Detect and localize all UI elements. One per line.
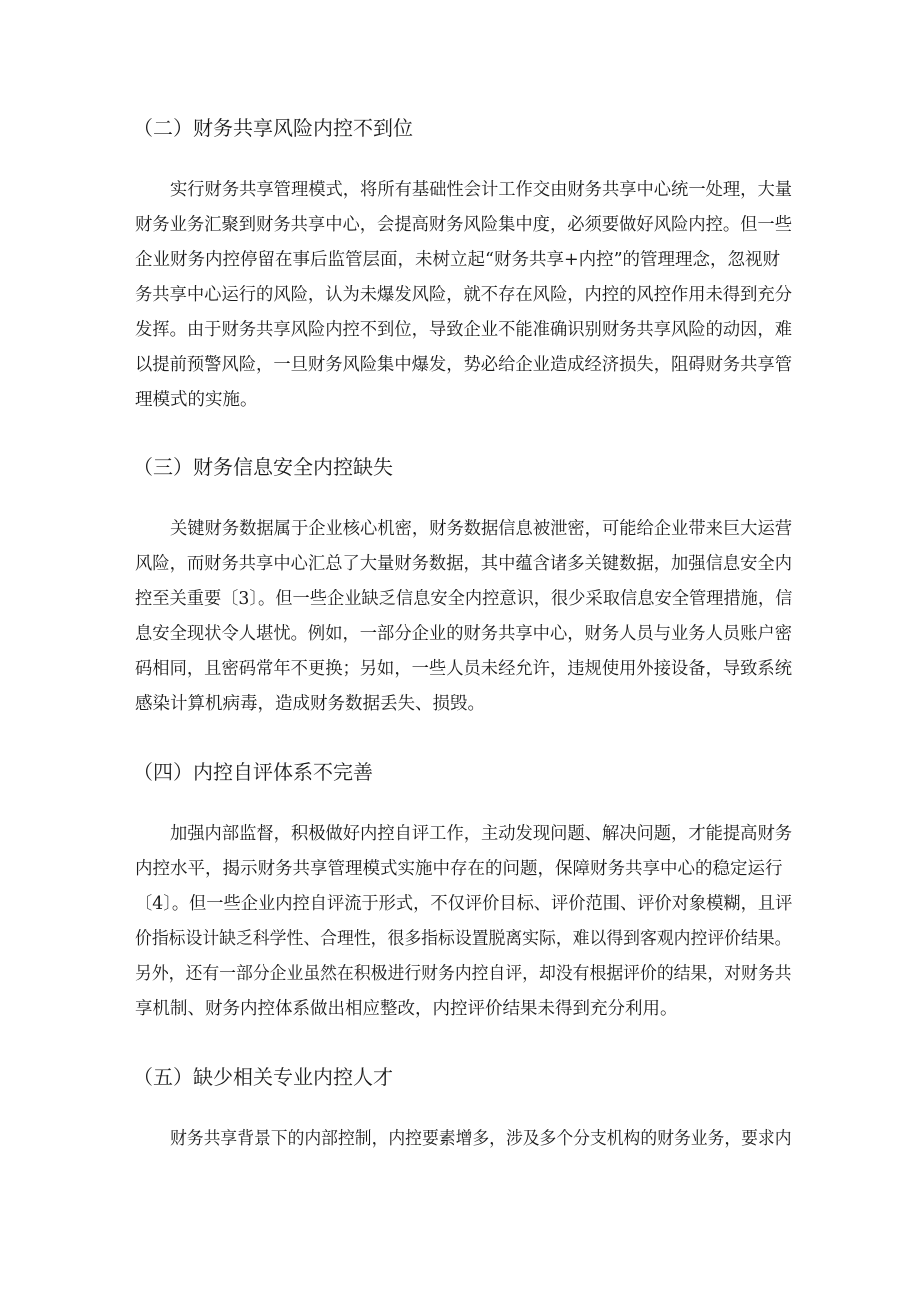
section-heading-3: （三）财务信息安全内控缺失: [133, 455, 393, 479]
paragraph-line: 关键财务数据属于企业核心机密，财务数据信息被泄密，可能给企业带来巨大运营: [170, 519, 792, 539]
paragraph-line: 务共享中心运行的风险，认为未爆发风险，就不存在风险，内控的风控作用未得到充分: [135, 285, 793, 305]
paragraph-line: 价指标设计缺乏科学性、合理性，很多指标设置脱离实际，难以得到客观内控评价结果。: [135, 929, 792, 949]
paragraph-line: 感染计算机病毒，造成财务数据丢失、损毁。: [135, 694, 485, 714]
section-heading-4: （四）内控自评体系不完善: [133, 760, 373, 784]
paragraph-line: 〔4〕。但一些企业内控自评流于形式，不仅评价目标、评价范围、评价对象模糊，且评: [135, 894, 793, 914]
paragraph-line: 发挥。由于财务共享风险内控不到位，导致企业不能准确识别财务共享风险的动因，难: [135, 320, 793, 340]
paragraph-line: 享机制、财务内控体系做出相应整改，内控评价结果未得到充分利用。: [135, 999, 678, 1019]
paragraph-line: 加强内部监督，积极做好内控自评工作，主动发现问题、解决问题，才能提高财务: [170, 824, 792, 844]
paragraph-line: 财务业务汇聚到财务共享中心，会提高财务风险集中度，必须要做好风险内控。但一些: [135, 215, 793, 235]
paragraph-line: 控至关重要〔3〕。但一些企业缺乏信息安全内控意识，很少采取信息安全管理措施，信: [135, 589, 793, 609]
paragraph-line: 以提前预警风险，一旦财务风险集中爆发，势必给企业造成经济损失，阻碍财务共享管: [135, 355, 793, 375]
section-heading-2: （二）财务共享风险内控不到位: [133, 116, 413, 140]
paragraph-line: 另外，还有一部分企业虽然在积极进行财务内控自评，却没有根据评价的结果，对财务共: [135, 964, 792, 984]
paragraph-line: 内控水平，揭示财务共享管理模式实施中存在的问题，保障财务共享中心的稳定运行: [135, 859, 783, 879]
paragraph-line: 理模式的实施。: [135, 390, 258, 410]
paragraph-line: 息安全现状令人堪忧。例如，一部分企业的财务共享中心，财务人员与业务人员账户密: [135, 624, 793, 644]
paragraph-line: 企业财务内控停留在事后监管层面，未树立起“财务共享+内控”的管理理念，忽视财: [135, 250, 781, 270]
paragraph-line: 实行财务共享管理模式，将所有基础性会计工作交由财务共享中心统一处理，大量: [170, 180, 792, 200]
section-heading-5: （五）缺少相关专业内控人才: [133, 1065, 393, 1089]
paragraph-line: 财务共享背景下的内部控制，内控要素增多，涉及多个分支机构的财务业务，要求内: [170, 1129, 792, 1149]
paragraph-line: 码相同，且密码常年不更换；另如，一些人员未经允许，违规使用外接设备，导致系统: [135, 659, 793, 679]
paragraph-line: 风险，而财务共享中心汇总了大量财务数据，其中蕴含诸多关键数据，加强信息安全内: [135, 554, 793, 574]
